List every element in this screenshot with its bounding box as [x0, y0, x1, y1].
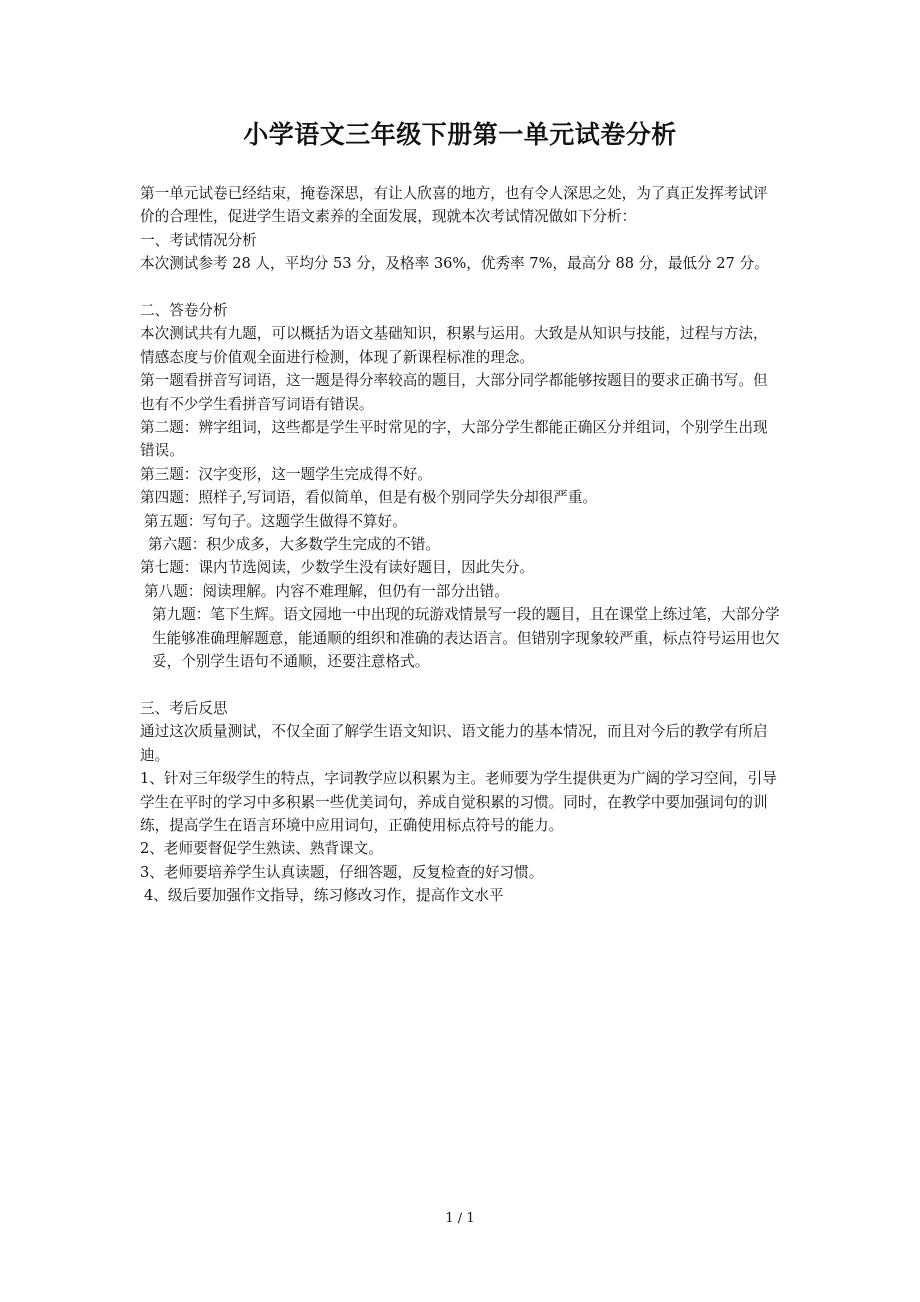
reflection-item: 3、老师要培养学生认真读题，仔细答题，反复检查的好习惯。: [140, 863, 544, 881]
question-analysis-item: 第三题：汉字变形，这一题学生完成得不好。: [140, 465, 432, 483]
section3-heading: 三、考后反思: [140, 699, 228, 717]
blank-line: [140, 674, 780, 697]
question-analysis-item: 第四题：照样子,写词语，看似简单，但是有极个别同学失分却很严重。: [140, 489, 598, 507]
reflection-item: 1、针对三年级学生的特点，字词教学应以积累为主。老师要为学生提供更为广阔的学习空间，引导学生在平时的学习中多积累一些优美词句，养成自觉积累的习惯。同时，在教学中要加强词句的训练，提高学生在语言环境中应用词句，正确使用标点符号的能力。: [140, 770, 777, 834]
intro-paragraph: 第一单元试卷已经结束，掩卷深思，有让人欣喜的地方，也有令人深思之处，为了真正发挥考试评价的合理性，促进学生语文素养的全面发展，现就本次考试情况做如下分析：: [140, 185, 768, 226]
blank-line: [140, 276, 780, 299]
page-number: 1 / 1: [445, 1211, 475, 1226]
document-body: [140, 182, 780, 908]
reflection-item: 2、老师要督促学生熟读、熟背课文。: [140, 840, 383, 858]
question-analysis-item: 第五题：写句子。这题学生做得不算好。: [144, 512, 407, 530]
question-analysis-item: 第九题：笔下生辉。语文园地一中出现的玩游戏情景写一段的题目，且在课堂上练过笔，大部分学生能够准确理解题意，能通顺的组织和准确的表达语言。但错别字现象较严重，标点符号运用也欠妥，个别学生语句不通顺，还要注意格式。: [152, 606, 780, 671]
document-title: 小学语文三年级下册第一单元试卷分析: [243, 120, 677, 149]
section2-heading: 二、答卷分析: [140, 302, 228, 320]
section1-paragraph: 本次测试参考 28 人，平均分 53 分，及格率 36%，优秀率 7%，最高分 88 分，最低分 27 分。: [140, 255, 769, 273]
reflection-item: 4、级后要加强作文指导，练习修改习作，提高作文水平: [144, 887, 504, 905]
question-analysis-item: 第八题：阅读理解。内容不难理解，但仍有一部分出错。: [144, 582, 509, 600]
section2-overview: 本次测试共有九题，可以概括为语文基础知识，积累与运用。大致是从知识与技能，过程与方法，情感态度与价值观全面进行检测，体现了新课程标准的理念。: [140, 325, 768, 366]
question-analysis-item: 第二题：辨字组词，这些都是学生平时常见的字，大部分学生都能正确区分并组词，个别学生出现错误。: [140, 419, 768, 460]
question-analysis-item: 第一题看拼音写词语，这一题是得分率较高的题目，大部分同学都能够按题目的要求正确书写。但也有不少学生看拼音写词语有错误。: [140, 372, 768, 413]
question-analysis-item: 第六题：积少成多，大多数学生完成的不错。: [148, 536, 440, 554]
section3-intro: 通过这次质量测试，不仅全面了解学生语文知识、语文能力的基本情况，而且对今后的教学有所启迪。: [140, 723, 768, 764]
question-analysis-item: 第七题：课内节选阅读，少数学生没有读好题目，因此失分。: [140, 559, 535, 577]
section1-heading: 一、考试情况分析: [140, 231, 257, 249]
